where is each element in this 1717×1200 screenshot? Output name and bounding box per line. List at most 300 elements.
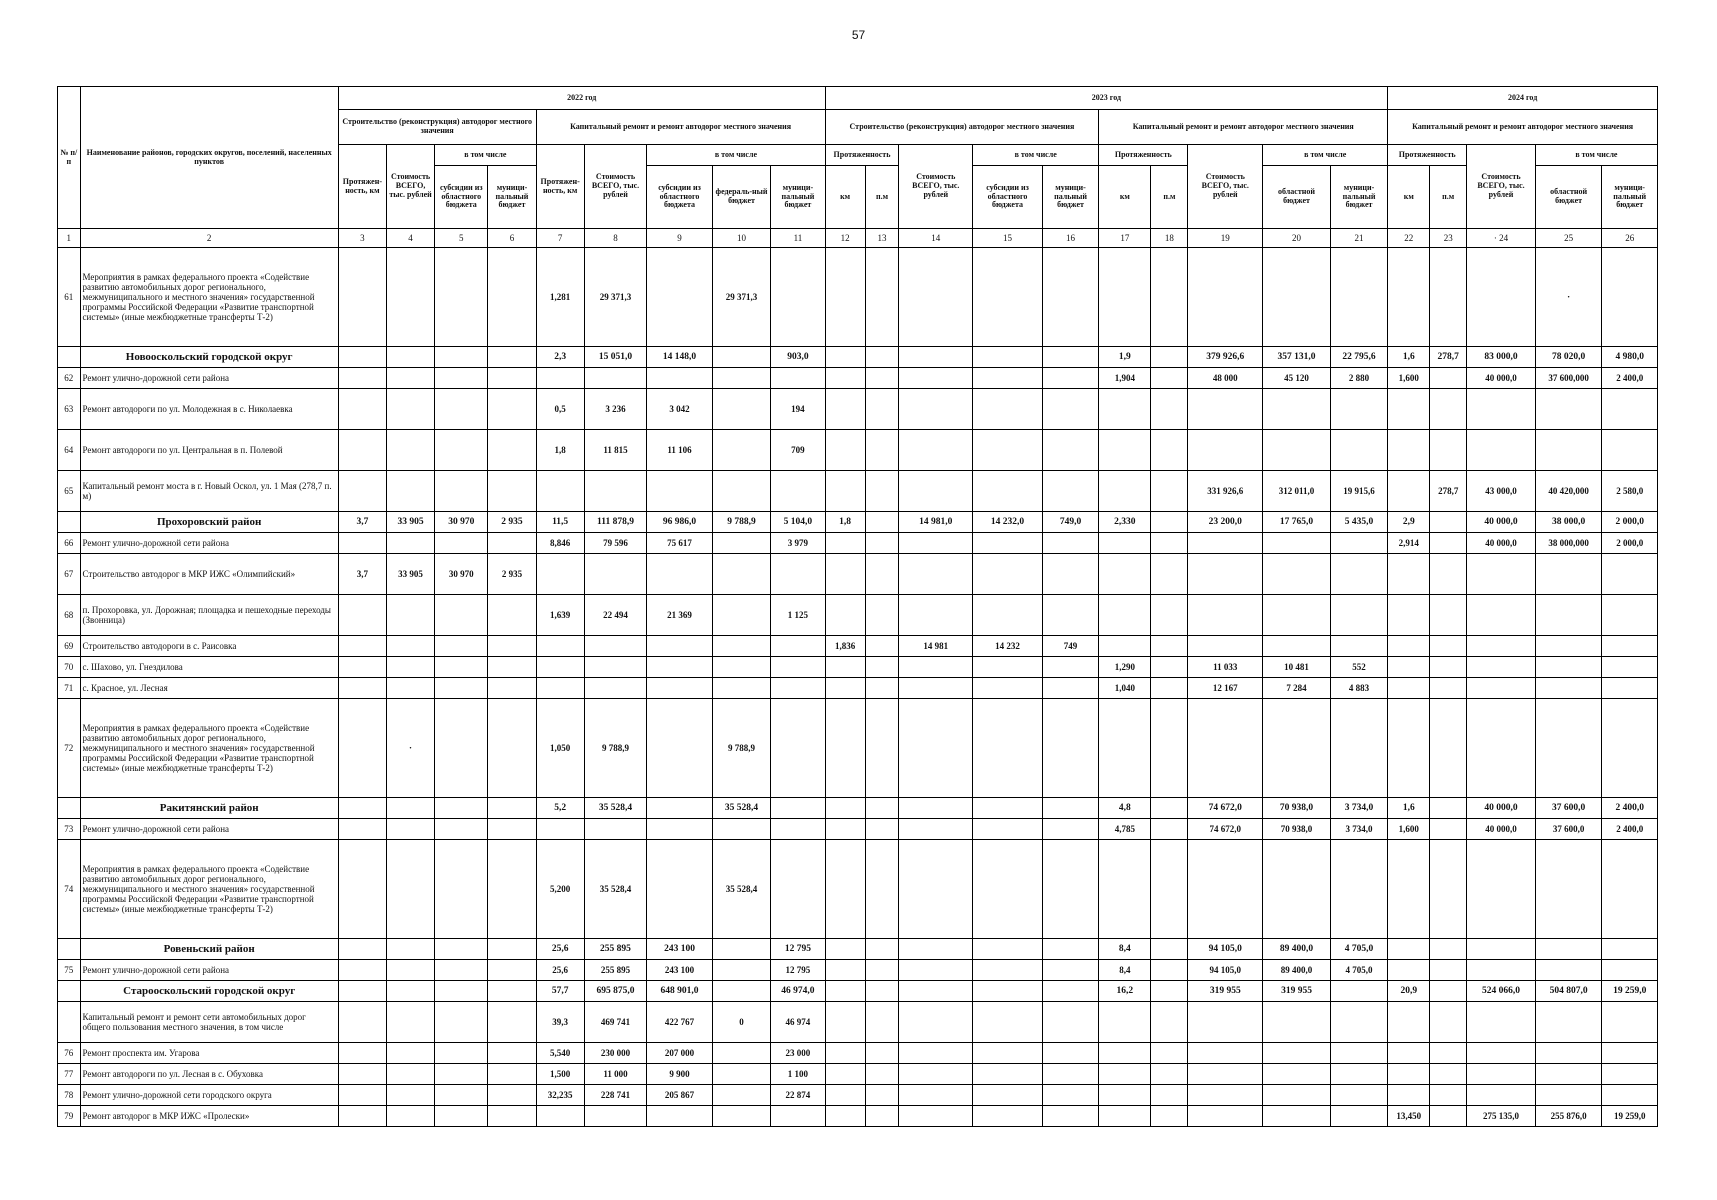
table-row xyxy=(58,595,1658,636)
item-name: Ремонт автодороги по ул. Молодежная в с. Николаевка xyxy=(80,389,338,430)
cell-col-9: 75 617 xyxy=(647,533,713,554)
cell-col-22 xyxy=(1388,248,1430,347)
cell-col-9: 207 000 xyxy=(647,1043,713,1064)
cell-col-19 xyxy=(1188,554,1263,595)
cell-col-15 xyxy=(973,368,1043,389)
cell-col-24 xyxy=(1467,840,1536,939)
cell-col-12 xyxy=(825,347,865,368)
cell-col-3 xyxy=(338,678,386,699)
cell-col-20: 7 284 xyxy=(1263,678,1331,699)
row-index xyxy=(58,798,81,819)
cell-col-7: 5,540 xyxy=(536,1043,584,1064)
cell-col-11: 1 125 xyxy=(771,595,825,636)
cell-col-12 xyxy=(825,1002,865,1043)
cell-col-26: 19 259,0 xyxy=(1602,1106,1658,1127)
cell-col-10 xyxy=(712,939,770,960)
cell-col-25: 40 420,000 xyxy=(1535,471,1602,512)
cell-col-7: 39,3 xyxy=(536,1002,584,1043)
cell-col-14 xyxy=(899,389,973,430)
cell-col-21: 4 705,0 xyxy=(1330,939,1387,960)
cell-col-22 xyxy=(1388,595,1430,636)
cell-col-11 xyxy=(771,471,825,512)
cell-col-21 xyxy=(1330,595,1387,636)
cell-col-11 xyxy=(771,1106,825,1127)
cell-col-10: 0 xyxy=(712,1002,770,1043)
column-number: 10 xyxy=(712,229,770,248)
column-number: 18 xyxy=(1151,229,1188,248)
row-index: 64 xyxy=(58,430,81,471)
cell-col-6 xyxy=(488,939,536,960)
row-index: 73 xyxy=(58,819,81,840)
cell-col-17 xyxy=(1099,430,1151,471)
cell-col-16 xyxy=(1042,347,1098,368)
cell-col-24: 43 000,0 xyxy=(1467,471,1536,512)
cell-col-18 xyxy=(1151,1106,1188,1127)
cell-col-12 xyxy=(825,1043,865,1064)
item-name: Ремонт улично-дорожной сети района xyxy=(80,819,338,840)
item-name: Ремонт автодороги по ул. Лесная в с. Обуховка xyxy=(80,1064,338,1085)
cell-col-10 xyxy=(712,554,770,595)
cell-col-26 xyxy=(1602,554,1658,595)
cell-col-17: 8,4 xyxy=(1099,960,1151,981)
cell-col-6 xyxy=(488,798,536,819)
table-body xyxy=(58,248,1658,1127)
cell-col-15 xyxy=(973,1106,1043,1127)
column-number: 2 xyxy=(80,229,338,248)
header-cost-total: Стоимость ВСЕГО, тыс. рублей xyxy=(584,145,647,229)
cell-col-14 xyxy=(899,1002,973,1043)
cell-col-18 xyxy=(1151,840,1188,939)
cell-col-13 xyxy=(865,657,899,678)
cell-col-3 xyxy=(338,840,386,939)
district-name: Старооскольский городской округ xyxy=(80,981,338,1002)
cell-col-26 xyxy=(1602,595,1658,636)
header-municipal-budget: муници-пальный бюджет xyxy=(1330,166,1387,229)
cell-col-26 xyxy=(1602,699,1658,798)
cell-col-13 xyxy=(865,248,899,347)
cell-col-17 xyxy=(1099,1085,1151,1106)
cell-col-5 xyxy=(435,657,488,678)
cell-col-8 xyxy=(584,819,647,840)
cell-col-14 xyxy=(899,657,973,678)
cell-col-3 xyxy=(338,471,386,512)
cell-col-13 xyxy=(865,1106,899,1127)
cell-col-4 xyxy=(386,939,434,960)
cell-col-16 xyxy=(1042,248,1098,347)
cell-col-14 xyxy=(899,678,973,699)
row-index: 70 xyxy=(58,657,81,678)
budget-table xyxy=(57,86,1658,1127)
cell-col-5 xyxy=(435,819,488,840)
header-cost-total: Стоимость ВСЕГО, тыс. рублей xyxy=(1467,145,1536,229)
cell-col-22 xyxy=(1388,554,1430,595)
header-name: Наименование районов, городских округов, поселений, населенных пунктов xyxy=(80,87,338,229)
cell-col-13 xyxy=(865,1043,899,1064)
header-length: Протяженность xyxy=(1099,145,1188,166)
cell-col-24: 275 135,0 xyxy=(1467,1106,1536,1127)
cell-col-13 xyxy=(865,347,899,368)
cell-col-7: 25,6 xyxy=(536,939,584,960)
cell-col-11 xyxy=(771,636,825,657)
cell-col-20 xyxy=(1263,554,1331,595)
cell-col-10 xyxy=(712,471,770,512)
cell-col-16 xyxy=(1042,960,1098,981)
district-row xyxy=(58,347,1658,368)
cell-col-10 xyxy=(712,1043,770,1064)
cell-col-11: 3 979 xyxy=(771,533,825,554)
cell-col-19 xyxy=(1188,533,1263,554)
cell-col-4 xyxy=(386,1085,434,1106)
column-number: 7 xyxy=(536,229,584,248)
cell-col-23 xyxy=(1430,1085,1467,1106)
cell-col-3 xyxy=(338,939,386,960)
cell-col-4 xyxy=(386,1002,434,1043)
cell-col-4 xyxy=(386,960,434,981)
cell-col-26 xyxy=(1602,430,1658,471)
cell-col-13 xyxy=(865,939,899,960)
column-number: 4 xyxy=(386,229,434,248)
cell-col-17 xyxy=(1099,840,1151,939)
cell-col-19 xyxy=(1188,1085,1263,1106)
cell-col-16 xyxy=(1042,840,1098,939)
cell-col-22 xyxy=(1388,389,1430,430)
cell-col-10 xyxy=(712,347,770,368)
cell-col-19: 331 926,6 xyxy=(1188,471,1263,512)
cell-col-18 xyxy=(1151,512,1188,533)
cell-col-15: 14 232 xyxy=(973,636,1043,657)
item-name: Ремонт автодороги по ул. Центральная в п. Полевой xyxy=(80,430,338,471)
cell-col-14 xyxy=(899,981,973,1002)
cell-col-4 xyxy=(386,678,434,699)
cell-col-9: 14 148,0 xyxy=(647,347,713,368)
cell-col-25 xyxy=(1535,657,1602,678)
cell-col-16 xyxy=(1042,657,1098,678)
cell-col-25 xyxy=(1535,1085,1602,1106)
cell-col-3 xyxy=(338,1106,386,1127)
column-number: 23 xyxy=(1430,229,1467,248)
cell-col-21 xyxy=(1330,389,1387,430)
cell-col-25: 38 000,000 xyxy=(1535,533,1602,554)
cell-col-13 xyxy=(865,840,899,939)
cell-col-14 xyxy=(899,533,973,554)
cell-col-24: 40 000,0 xyxy=(1467,512,1536,533)
cell-col-21: 3 734,0 xyxy=(1330,798,1387,819)
cell-col-4: 33 905 xyxy=(386,512,434,533)
cell-col-8: 9 788,9 xyxy=(584,699,647,798)
header-2024-capital-repair: Капитальный ремонт и ремонт автодорог местного значения xyxy=(1388,110,1658,145)
cell-col-16 xyxy=(1042,1106,1098,1127)
cell-col-4 xyxy=(386,471,434,512)
cell-col-8 xyxy=(584,636,647,657)
cell-col-22: 2,914 xyxy=(1388,533,1430,554)
cell-col-11 xyxy=(771,678,825,699)
district-name: Новооскольский городской округ xyxy=(80,347,338,368)
cell-col-21: 4 705,0 xyxy=(1330,960,1387,981)
cell-col-19: 23 200,0 xyxy=(1188,512,1263,533)
cell-col-13 xyxy=(865,819,899,840)
cell-col-9 xyxy=(647,819,713,840)
cell-col-5 xyxy=(435,1106,488,1127)
cell-col-21: 19 915,6 xyxy=(1330,471,1387,512)
cell-col-16 xyxy=(1042,1002,1098,1043)
row-index: 76 xyxy=(58,1043,81,1064)
cell-col-10: 35 528,4 xyxy=(712,798,770,819)
cell-col-24 xyxy=(1467,636,1536,657)
cell-col-17 xyxy=(1099,1002,1151,1043)
cell-col-22 xyxy=(1388,471,1430,512)
cell-col-19 xyxy=(1188,1043,1263,1064)
cell-col-5 xyxy=(435,636,488,657)
cell-col-9 xyxy=(647,699,713,798)
header-including: в том числе xyxy=(1263,145,1388,166)
header-cost-total: Стоимость ВСЕГО, тыс. рублей xyxy=(386,145,434,229)
cell-col-14 xyxy=(899,960,973,981)
cell-col-14 xyxy=(899,798,973,819)
cell-col-15 xyxy=(973,248,1043,347)
cell-col-21 xyxy=(1330,699,1387,798)
cell-col-4 xyxy=(386,368,434,389)
cell-col-8: 255 895 xyxy=(584,939,647,960)
cell-col-19: 319 955 xyxy=(1188,981,1263,1002)
cell-col-17 xyxy=(1099,533,1151,554)
cell-col-23 xyxy=(1430,636,1467,657)
cell-col-11 xyxy=(771,554,825,595)
cell-col-21 xyxy=(1330,636,1387,657)
row-index xyxy=(58,512,81,533)
cell-col-24 xyxy=(1467,678,1536,699)
column-number: 16 xyxy=(1042,229,1098,248)
cell-col-9: 11 106 xyxy=(647,430,713,471)
cell-col-3 xyxy=(338,248,386,347)
table-row xyxy=(58,1085,1658,1106)
cell-col-8 xyxy=(584,554,647,595)
cell-col-19 xyxy=(1188,1064,1263,1085)
cell-col-26 xyxy=(1602,657,1658,678)
cell-col-17 xyxy=(1099,554,1151,595)
cell-col-16 xyxy=(1042,368,1098,389)
cell-col-26: 2 000,0 xyxy=(1602,533,1658,554)
cell-col-9: 243 100 xyxy=(647,939,713,960)
cell-col-12 xyxy=(825,657,865,678)
cell-col-25: 37 600,0 xyxy=(1535,798,1602,819)
table-row xyxy=(58,699,1658,798)
header-length: Протяженность xyxy=(825,145,899,166)
item-name: Строительство автодорог в МКР ИЖС «Олимпийский» xyxy=(80,554,338,595)
cell-col-16 xyxy=(1042,981,1098,1002)
cell-col-23 xyxy=(1430,389,1467,430)
cell-col-8: 469 741 xyxy=(584,1002,647,1043)
cell-col-13 xyxy=(865,1085,899,1106)
item-name: Мероприятия в рамках федерального проекта «Содействие развитию автомобильных дорог регионального, межмуниципального и местного значения» государственной программы Российской Федерации «Развитие транспортной системы» (иные межбюджетные трансферты Т-2) xyxy=(80,699,338,798)
cell-col-14 xyxy=(899,1064,973,1085)
cell-col-11 xyxy=(771,699,825,798)
cell-col-3 xyxy=(338,960,386,981)
column-number: 5 xyxy=(435,229,488,248)
cell-col-18 xyxy=(1151,248,1188,347)
cell-col-4 xyxy=(386,840,434,939)
cell-col-20 xyxy=(1263,533,1331,554)
cell-col-18 xyxy=(1151,368,1188,389)
cell-col-8: 695 875,0 xyxy=(584,981,647,1002)
cell-col-21: 3 734,0 xyxy=(1330,819,1387,840)
cell-col-3 xyxy=(338,347,386,368)
cell-col-13 xyxy=(865,636,899,657)
cell-col-11: 23 000 xyxy=(771,1043,825,1064)
cell-col-18 xyxy=(1151,595,1188,636)
cell-col-16: 749 xyxy=(1042,636,1098,657)
cell-col-3 xyxy=(338,533,386,554)
cell-col-12 xyxy=(825,471,865,512)
cell-col-16 xyxy=(1042,554,1098,595)
column-number: 21 xyxy=(1330,229,1387,248)
cell-col-16 xyxy=(1042,471,1098,512)
cell-col-3 xyxy=(338,1085,386,1106)
cell-col-11: 46 974,0 xyxy=(771,981,825,1002)
cell-col-4 xyxy=(386,389,434,430)
cell-col-5 xyxy=(435,248,488,347)
cell-col-3 xyxy=(338,699,386,798)
cell-col-12 xyxy=(825,678,865,699)
cell-col-23 xyxy=(1430,554,1467,595)
cell-col-20 xyxy=(1263,699,1331,798)
cell-col-18 xyxy=(1151,819,1188,840)
cell-col-23 xyxy=(1430,699,1467,798)
header-cost-total: Стоимость ВСЕГО, тыс. рублей xyxy=(1188,145,1263,229)
cell-col-11 xyxy=(771,248,825,347)
cell-col-9 xyxy=(647,368,713,389)
cell-col-20: 70 938,0 xyxy=(1263,819,1331,840)
district-row xyxy=(58,939,1658,960)
cell-col-3 xyxy=(338,798,386,819)
cell-col-26 xyxy=(1602,636,1658,657)
cell-col-21 xyxy=(1330,840,1387,939)
cell-col-18 xyxy=(1151,981,1188,1002)
cell-col-17 xyxy=(1099,636,1151,657)
cell-col-17: 16,2 xyxy=(1099,981,1151,1002)
cell-col-22 xyxy=(1388,678,1430,699)
cell-col-20 xyxy=(1263,389,1331,430)
cell-col-15: 14 232,0 xyxy=(973,512,1043,533)
item-name: Ремонт проспекта им. Угарова xyxy=(80,1043,338,1064)
header-length-km: Протяжен-ность, км xyxy=(536,145,584,229)
table-row xyxy=(58,1002,1658,1043)
cell-col-10: 35 528,4 xyxy=(712,840,770,939)
cell-col-25: · xyxy=(1535,248,1602,347)
cell-col-21 xyxy=(1330,1064,1387,1085)
cell-col-18 xyxy=(1151,554,1188,595)
cell-col-6 xyxy=(488,699,536,798)
cell-col-17 xyxy=(1099,389,1151,430)
row-index: 77 xyxy=(58,1064,81,1085)
cell-col-10 xyxy=(712,657,770,678)
cell-col-10 xyxy=(712,368,770,389)
cell-col-25: 78 020,0 xyxy=(1535,347,1602,368)
cell-col-8: 230 000 xyxy=(584,1043,647,1064)
cell-col-7 xyxy=(536,636,584,657)
cell-col-13 xyxy=(865,533,899,554)
cell-col-18 xyxy=(1151,471,1188,512)
header-including: в том числе xyxy=(973,145,1099,166)
cell-col-5 xyxy=(435,960,488,981)
cell-col-11: 1 100 xyxy=(771,1064,825,1085)
cell-col-20 xyxy=(1263,1002,1331,1043)
cell-col-18 xyxy=(1151,798,1188,819)
item-name: Ремонт улично-дорожной сети района xyxy=(80,368,338,389)
cell-col-24 xyxy=(1467,389,1536,430)
cell-col-23 xyxy=(1430,819,1467,840)
cell-col-9 xyxy=(647,636,713,657)
cell-col-20 xyxy=(1263,1043,1331,1064)
cell-col-13 xyxy=(865,1064,899,1085)
cell-col-11: 46 974 xyxy=(771,1002,825,1043)
cell-col-8 xyxy=(584,368,647,389)
cell-col-14 xyxy=(899,1085,973,1106)
cell-col-16 xyxy=(1042,1085,1098,1106)
cell-col-23 xyxy=(1430,981,1467,1002)
cell-col-11 xyxy=(771,840,825,939)
cell-col-6 xyxy=(488,368,536,389)
row-index xyxy=(58,981,81,1002)
cell-col-23 xyxy=(1430,1043,1467,1064)
cell-col-4 xyxy=(386,533,434,554)
cell-col-24 xyxy=(1467,430,1536,471)
cell-col-19: 94 105,0 xyxy=(1188,939,1263,960)
cell-col-13 xyxy=(865,595,899,636)
row-index: 74 xyxy=(58,840,81,939)
cell-col-24 xyxy=(1467,1064,1536,1085)
item-name: с. Красное, ул. Лесная xyxy=(80,678,338,699)
cell-col-11: 22 874 xyxy=(771,1085,825,1106)
district-name: Ракитянский район xyxy=(80,798,338,819)
cell-col-8 xyxy=(584,1106,647,1127)
header-federal-budget: федераль-ный бюджет xyxy=(712,166,770,229)
column-number: 14 xyxy=(899,229,973,248)
cell-col-11: 12 795 xyxy=(771,939,825,960)
cell-col-22 xyxy=(1388,960,1430,981)
cell-col-16: 749,0 xyxy=(1042,512,1098,533)
cell-col-24: 40 000,0 xyxy=(1467,368,1536,389)
row-index: 62 xyxy=(58,368,81,389)
cell-col-16 xyxy=(1042,1043,1098,1064)
cell-col-23: 278,7 xyxy=(1430,347,1467,368)
cell-col-5 xyxy=(435,533,488,554)
header-regional-budget: областной бюджет xyxy=(1263,166,1331,229)
header-2023-capital-repair: Капитальный ремонт и ремонт автодорог местного значения xyxy=(1099,110,1388,145)
cell-col-3 xyxy=(338,1043,386,1064)
cell-col-12 xyxy=(825,389,865,430)
table-row xyxy=(58,554,1658,595)
header-municipal-budget: муници-пальный бюджет xyxy=(1042,166,1098,229)
cell-col-18 xyxy=(1151,678,1188,699)
cell-col-25 xyxy=(1535,554,1602,595)
row-index xyxy=(58,939,81,960)
cell-col-22 xyxy=(1388,1002,1430,1043)
cell-col-14 xyxy=(899,471,973,512)
cell-col-12 xyxy=(825,1064,865,1085)
cell-col-7: 5,2 xyxy=(536,798,584,819)
cell-col-19 xyxy=(1188,248,1263,347)
cell-col-15 xyxy=(973,699,1043,798)
cell-col-22 xyxy=(1388,699,1430,798)
cell-col-15 xyxy=(973,819,1043,840)
cell-col-24 xyxy=(1467,939,1536,960)
cell-col-11: 5 104,0 xyxy=(771,512,825,533)
header-subsidy-regional: субсидии из областного бюджета xyxy=(973,166,1043,229)
cell-col-4 xyxy=(386,248,434,347)
cell-col-18 xyxy=(1151,389,1188,430)
row-index xyxy=(58,1002,81,1043)
cell-col-6 xyxy=(488,636,536,657)
